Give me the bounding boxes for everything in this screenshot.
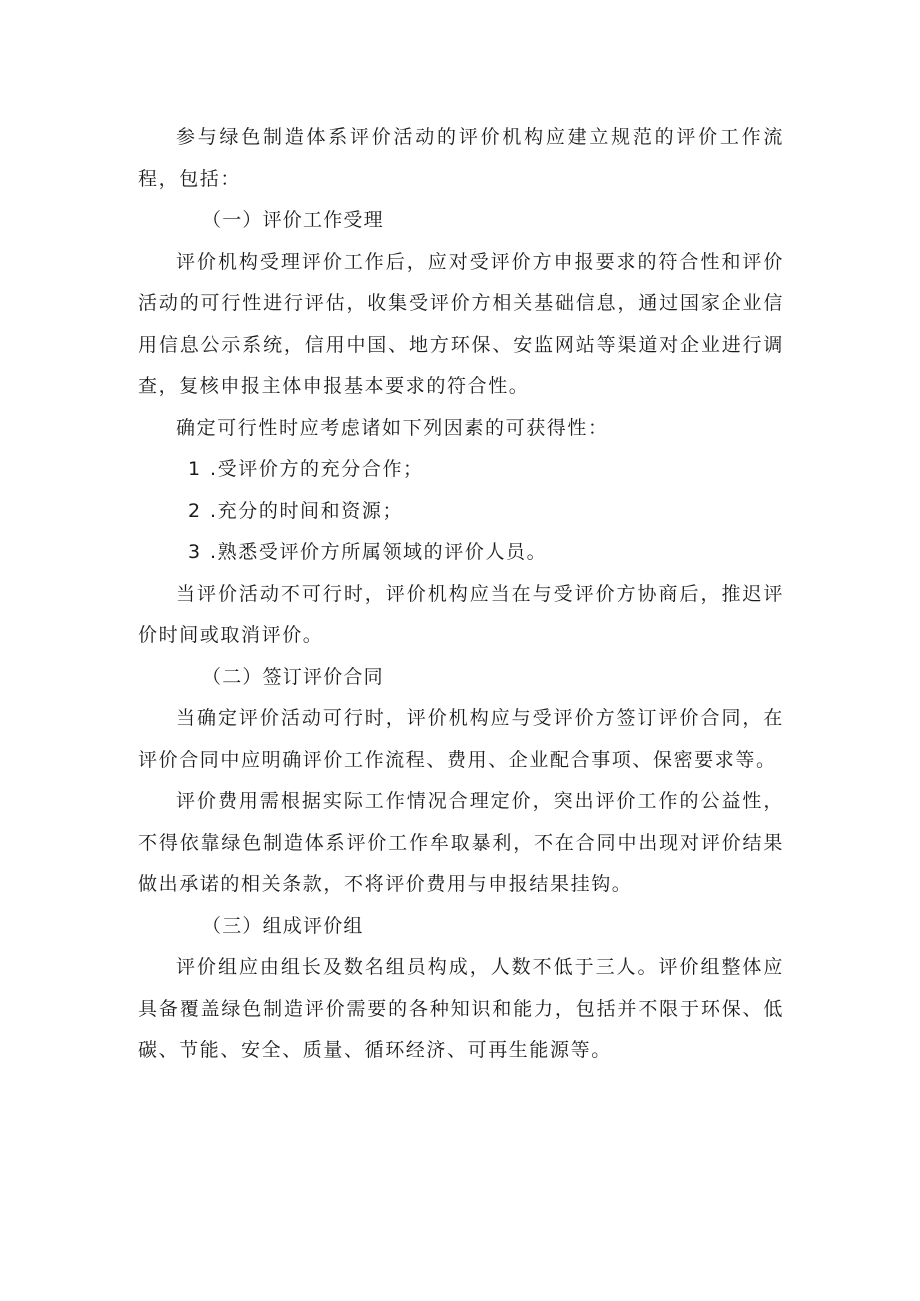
intro-paragraph: 参与绿色制造体系评价活动的评价机构应建立规范的评价工作流程，包括： (138, 126, 784, 190)
list-item-text: .受评价方的充分合作； (210, 458, 424, 480)
section-2-paragraph-1: 当确定评价活动可行时，评价机构应与受评价方签订评价合同，在评价合同中应明确评价工作流程、费用、企业配合事项、保密要求等。 (138, 707, 784, 771)
list-item-text: .充分的时间和资源； (210, 499, 404, 522)
document-body (138, 117, 784, 1072)
section-heading-team: （三）组成评价组 (202, 914, 364, 937)
section-heading-contract: （二）签订评价合同 (202, 665, 384, 688)
list-item (138, 449, 784, 491)
list-item (138, 532, 784, 574)
section-1-paragraph-1: 评价机构受理评价工作后，应对受评价方申报要求的符合性和评价活动的可行性进行评估，收集受评价方相关基础信息，通过国家企业信用信息公示系统，信用中国、地方环保、安监网站等渠道对企业进行调查，复核申报主体申报基本要求的符合性。 (138, 250, 784, 397)
section-2-paragraph-2: 评价费用需根据实际工作情况合理定价，突出评价工作的公益性，不得依靠绿色制造体系评价工作牟取暴利，不在合同中出现对评价结果做出承诺的相关条款，不将评价费用与申报结果挂钩。 (138, 790, 784, 895)
section-heading-acceptance: （一）评价工作受理 (202, 209, 384, 231)
section-3-paragraph-1: 评价组应由组长及数名组员构成，人数不低于三人。评价组整体应具备覆盖绿色制造评价需要的各种知识和能力，包括并不限于环保、低碳、节能、安全、质量、循环经济、可再生能源等。 (138, 956, 784, 1061)
list-item-number: 1 (188, 458, 202, 480)
section-1-closing-paragraph: 当评价活动不可行时，评价机构应当在与受评价方协商后，推迟评价时间或取消评价。 (138, 582, 784, 646)
section-1-paragraph-2: 确定可行性时应考虑诸如下列因素的可获得性： (176, 416, 609, 439)
list-item-number: 2 (188, 499, 202, 522)
list-item (138, 491, 784, 533)
list-item-text: .熟悉受评价方所属领域的评价人员。 (210, 541, 548, 563)
list-item-number: 3 (188, 541, 202, 563)
